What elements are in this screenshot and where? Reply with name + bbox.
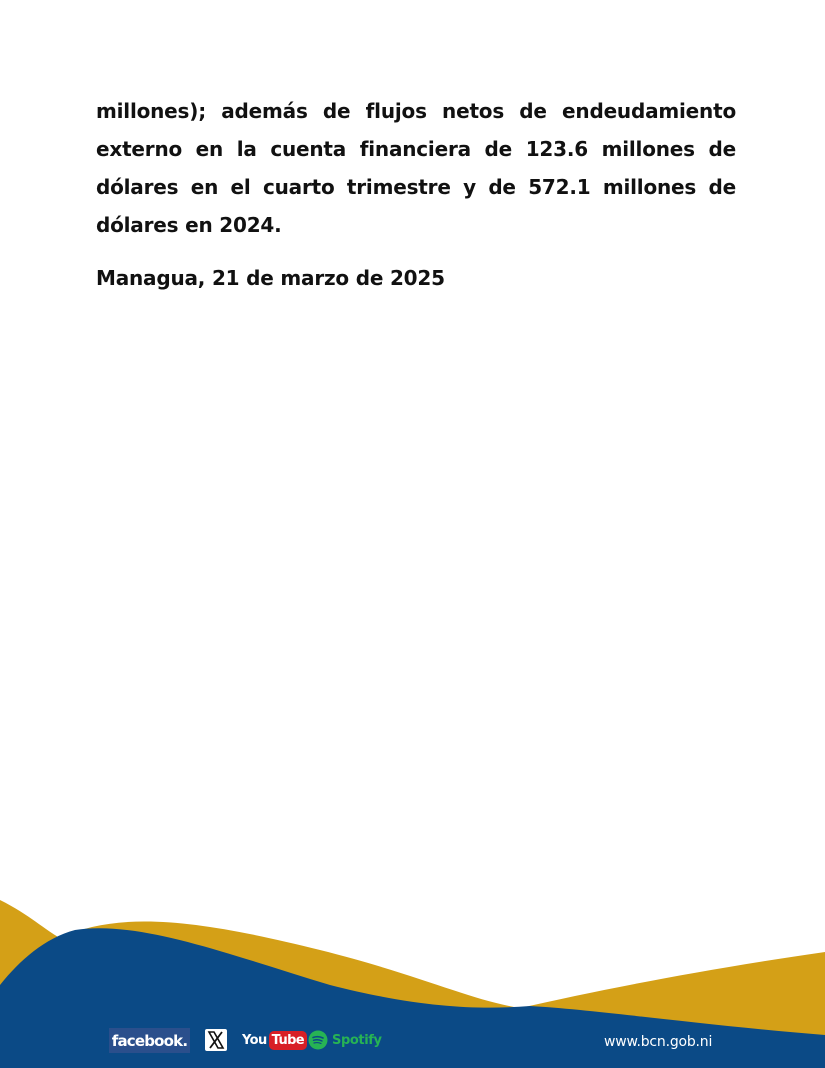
facebook-logo[interactable] bbox=[109, 1028, 190, 1053]
spotify-logo[interactable] bbox=[308, 1028, 382, 1052]
youtube-logo[interactable] bbox=[240, 1028, 305, 1052]
website-link[interactable]: www.bcn.gob.ni bbox=[604, 1034, 713, 1050]
spotify-label: Spotify bbox=[332, 1032, 382, 1048]
youtube-you-label: You bbox=[242, 1032, 267, 1048]
paragraph: millones); además de flujos netos de endeudamiento externo en la cuenta financiera de 123.6 millones de dólares en el cuarto trimestre y de 572.1 millones de dólares en 2024. bbox=[96, 99, 736, 237]
spotify-icon bbox=[308, 1030, 328, 1050]
body-text bbox=[96, 92, 736, 244]
youtube-tube-label: Tube bbox=[269, 1031, 307, 1050]
facebook-label: facebook. bbox=[111, 1031, 188, 1050]
closing-date-line: Managua, 21 de marzo de 2025 bbox=[96, 266, 445, 290]
x-icon[interactable] bbox=[205, 1028, 227, 1052]
